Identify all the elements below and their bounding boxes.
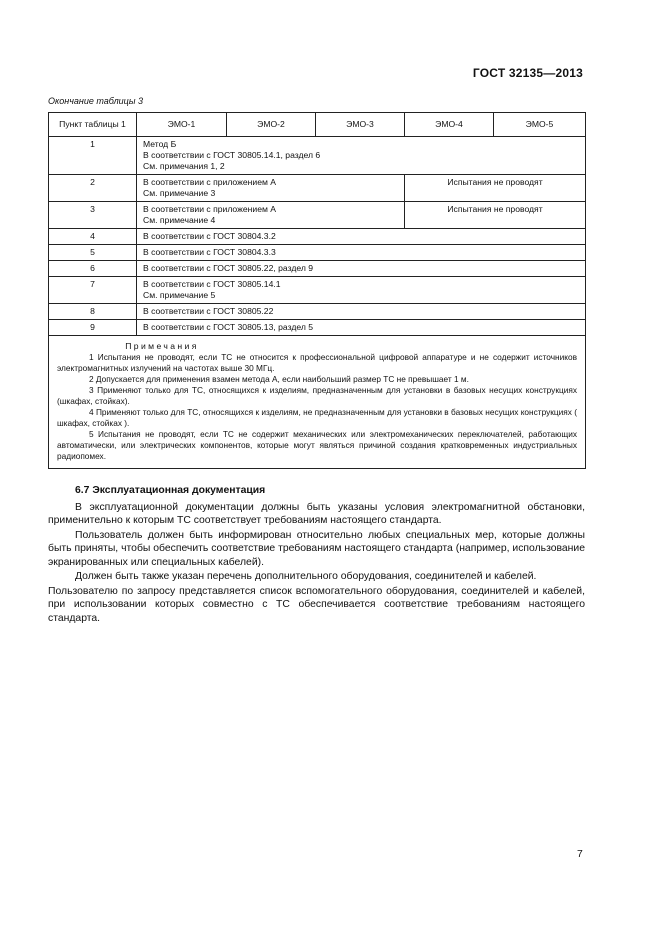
row-line: См. примечание 4 [143, 215, 216, 225]
notes-title: Примечания [125, 341, 199, 351]
section-operational-documentation [48, 484, 585, 626]
section-paragraph: Должен быть также указан перечень дополнительного оборудования, соединителей и кабелей. [75, 571, 537, 582]
row-line: В соответствии с ГОСТ 30805.14.1, раздел 6 [143, 150, 321, 160]
note-item: 2 Допускается для применения взамен метода А, если наибольший размер ТС не превышает 1 м. [89, 374, 469, 384]
table-row [49, 261, 586, 277]
section-paragraph: Пользователь должен быть информирован относительно любых специальных мер, которые должны быть приняты, чтобы обеспечить соответствие требованиям настоящего стандарта (например, использование экранированных или специальных кабелей). [48, 529, 585, 568]
row-content: В соответствии с ГОСТ 30804.3.2 [137, 229, 586, 245]
note-item: 5 Испытания не проводят, если ТС не содержит механических или электромеханических переключателей, работающих автоматически, или электрических компонентов, которые могут являться причиной создания кратковременных индустриальных радиопомех. [57, 429, 577, 461]
row-number: 5 [49, 245, 137, 261]
row-number: 4 [49, 229, 137, 245]
column-header: ЭМО-4 [405, 113, 494, 137]
row-line: Метод Б [143, 139, 177, 149]
row-content: В соответствии с ГОСТ 30805.22 [137, 304, 586, 320]
column-header: ЭМО-3 [316, 113, 405, 137]
row-line: См. примечания 1, 2 [143, 161, 225, 171]
table-row [49, 320, 586, 336]
page-number: 7 [577, 849, 583, 860]
column-header: ЭМО-5 [494, 113, 586, 137]
table-row [49, 137, 586, 175]
row-content [137, 137, 586, 175]
column-header: Пункт таблицы 1 [49, 113, 137, 137]
row-line: См. примечание 3 [143, 188, 216, 198]
row-number: 3 [49, 202, 137, 229]
emission-table [48, 112, 586, 469]
row-number: 2 [49, 175, 137, 202]
document-code: ГОСТ 32135—2013 [472, 66, 583, 80]
table-caption: Окончание таблицы 3 [48, 96, 143, 106]
row-number: 1 [49, 137, 137, 175]
note-item: 1 Испытания не проводят, если ТС не относится к профессиональной цифровой аппаратуре и не содержит источников электромагнитных излучений на частотах выше 30 МГц. [57, 352, 577, 373]
row-extra: Испытания не проводят [405, 175, 586, 202]
row-content: В соответствии с ГОСТ 30805.22, раздел 9 [137, 261, 586, 277]
table-row [49, 277, 586, 304]
notes-cell [49, 336, 586, 469]
table-row [49, 175, 586, 202]
table-row [49, 245, 586, 261]
row-content [137, 202, 405, 229]
note-item: 4 Применяют только для ТС, относящихся к изделиям, не предназначенным для установки в базовых несущих конструкциях ( шкафах, стойках ). [57, 407, 577, 428]
section-title: 6.7 Эксплуатационная документация [75, 485, 266, 496]
row-number: 8 [49, 304, 137, 320]
row-line: В соответствии с ГОСТ 30805.14.1 [143, 279, 281, 289]
table-row [49, 229, 586, 245]
row-number: 7 [49, 277, 137, 304]
notes-row [49, 336, 586, 469]
row-line: В соответствии с приложением А [143, 177, 277, 187]
table-row [49, 304, 586, 320]
row-line: См. примечание 5 [143, 290, 216, 300]
table-row [49, 202, 586, 229]
row-number: 9 [49, 320, 137, 336]
section-paragraph: Пользователю по запросу представляется список вспомогательного оборудования, соединителей и кабелей, при использовании которых совместно с ТС обеспечивается соответствие требованиям настоящего стандарта. [48, 585, 585, 624]
row-content [137, 277, 586, 304]
column-header: ЭМО-2 [227, 113, 316, 137]
row-extra: Испытания не проводят [405, 202, 586, 229]
section-paragraph: В эксплуатационной документации должны быть указаны условия электромагнитной обстановки, применительно к которым ТС соответствует требованиям настоящего стандарта. [48, 501, 585, 526]
row-line: В соответствии с приложением А [143, 204, 277, 214]
row-content: В соответствии с ГОСТ 30804.3.3 [137, 245, 586, 261]
table-header-row [49, 113, 586, 137]
row-content: В соответствии с ГОСТ 30805.13, раздел 5 [137, 320, 586, 336]
row-number: 6 [49, 261, 137, 277]
column-header: ЭМО-1 [137, 113, 227, 137]
row-content [137, 175, 405, 202]
note-item: 3 Применяют только для ТС, относящихся к изделиям, предназначенным для установки в базовых несущих конструкциях (шкафах, стойках). [57, 385, 577, 406]
